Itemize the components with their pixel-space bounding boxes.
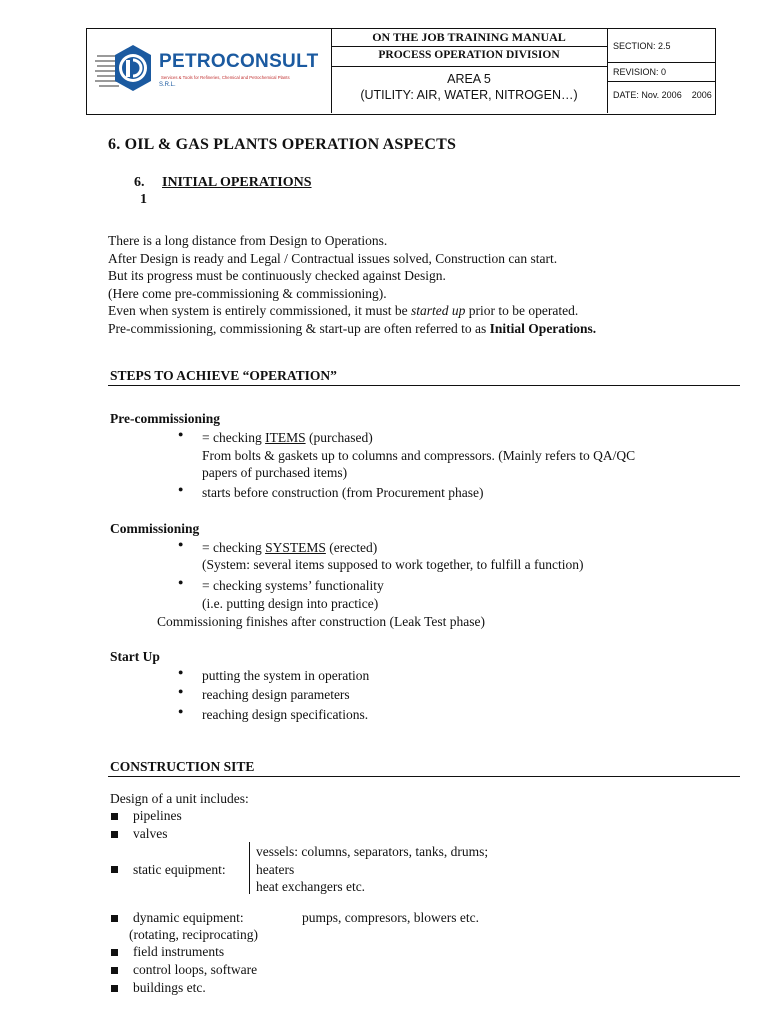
static-equipment-item: heat exchangers etc. — [256, 879, 366, 894]
bullet-icon: ● — [178, 577, 184, 587]
division-title: PROCESS OPERATION DIVISION — [378, 49, 560, 61]
manual-title: ON THE JOB TRAINING MANUAL — [372, 30, 566, 44]
bracket-line — [249, 842, 250, 894]
list-item: valves — [133, 826, 168, 841]
square-bullet-icon — [111, 866, 118, 873]
section-rule — [108, 776, 740, 777]
subsection-number: 6. — [134, 175, 145, 190]
bullet-icon: ● — [178, 539, 184, 549]
list-item: reaching design specifications. — [202, 707, 369, 722]
list-item: pipelines — [133, 808, 182, 823]
bullet-icon: ● — [178, 706, 184, 716]
list-item-continued: (System: several items supposed to work together, to fulfill a function) — [202, 557, 584, 572]
intro-line: But its progress must be continuously checked against Design. — [108, 268, 446, 283]
list-item: putting the system in operation — [202, 668, 370, 683]
list-item-continued: (i.e. putting design into practice) — [202, 596, 379, 611]
document-header — [86, 28, 716, 115]
list-item: field instruments — [133, 944, 225, 959]
square-bullet-icon — [111, 915, 118, 922]
construction-heading: CONSTRUCTION SITE — [110, 759, 255, 774]
list-item: control loops, software — [133, 962, 258, 977]
square-bullet-icon — [111, 949, 118, 956]
list-item: starts before construction (from Procurement phase) — [202, 485, 484, 500]
square-bullet-icon — [111, 831, 118, 838]
brand-tagline: Services & Tools for Refineries, Chemical and Petrochemical Plants — [161, 75, 290, 80]
bullet-icon: ● — [178, 484, 184, 494]
list-item: static equipment: — [133, 862, 226, 877]
intro-line: Pre-commissioning, commissioning & start-up are often referred to as Initial Operations. — [108, 320, 597, 336]
brand-suffix: S.R.L. — [159, 82, 176, 88]
subsection-title: INITIAL OPERATIONS — [162, 175, 312, 190]
static-equipment-item: vessels: columns, separators, tanks, drums; — [256, 844, 489, 859]
header-divider — [607, 81, 715, 82]
list-item: = checking SYSTEMS (erected) — [202, 540, 378, 555]
list-item: = checking ITEMS (purchased) — [202, 430, 373, 445]
company-logo — [93, 39, 329, 103]
square-bullet-icon — [111, 967, 118, 974]
area-subtitle: (UTILITY: AIR, WATER, NITROGEN…) — [360, 88, 578, 102]
dynamic-equipment-list: pumps, compresors, blowers etc. — [302, 910, 479, 925]
petroconsult-logo-icon — [95, 41, 159, 101]
brand-name: PETROCONSULT — [159, 51, 319, 72]
list-item: buildings etc. — [133, 980, 206, 995]
list-item: dynamic equipment: — [133, 910, 244, 925]
bullet-icon: ● — [178, 667, 184, 677]
section-rule — [108, 385, 740, 386]
header-divider — [331, 66, 607, 67]
square-bullet-icon — [111, 813, 118, 820]
list-item-continued: papers of purchased items) — [202, 465, 348, 480]
commissioning-title: Commissioning — [110, 521, 200, 536]
section-label: SECTION: 2.5 — [613, 41, 671, 51]
chapter-heading: 6. OIL & GAS PLANTS OPERATION ASPECTS — [108, 136, 457, 153]
subsection-number-2: 1 — [140, 192, 147, 207]
header-divider — [607, 29, 608, 113]
list-item: reaching design parameters — [202, 687, 350, 702]
intro-line: Even when system is entirely commissioned, it must be started up prior to be operated. — [108, 303, 579, 318]
steps-heading: STEPS TO ACHIEVE “OPERATION” — [110, 368, 337, 383]
intro-line: (Here come pre-commissioning & commissioning). — [108, 285, 387, 301]
site-intro: Design of a unit includes: — [110, 791, 249, 806]
intro-line: There is a long distance from Design to Operations. — [108, 233, 388, 248]
revision-label: REVISION: 0 — [613, 67, 667, 77]
startup-title: Start Up — [110, 649, 160, 664]
area-title: AREA 5 — [447, 72, 491, 86]
bullet-icon: ● — [178, 686, 184, 696]
static-equipment-item: heaters — [256, 862, 295, 877]
square-bullet-icon — [111, 985, 118, 992]
list-item-continued: (rotating, reciprocating) — [129, 927, 258, 942]
precommissioning-title: Pre-commissioning — [110, 411, 220, 426]
header-divider — [331, 46, 607, 47]
header-divider — [607, 62, 715, 63]
intro-line: After Design is ready and Legal / Contractual issues solved, Construction can start. — [108, 250, 558, 266]
list-item-continued: From bolts & gaskets up to columns and compressors. (Mainly refers to QA/QC — [202, 448, 636, 463]
intro-paragraph — [108, 232, 596, 337]
bullet-icon: ● — [178, 429, 184, 439]
date-label: DATE: Nov. 2006 2006 — [613, 90, 712, 100]
commissioning-note: Commissioning finishes after construction (Leak Test phase) — [157, 614, 485, 629]
list-item: = checking systems’ functionality — [202, 578, 384, 593]
